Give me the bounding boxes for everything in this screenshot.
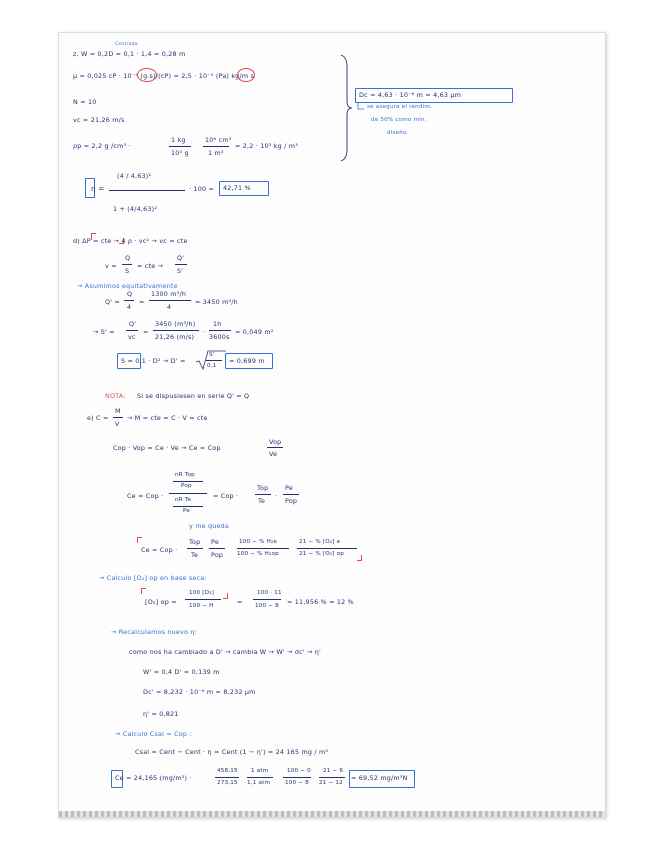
line-density-a: ρp = 2,2 g /cm³ · — [73, 142, 131, 150]
part-e-copvop: Cop · Vop = Ce · Ve → Ce = Cop — [113, 444, 221, 452]
dc-note-3: diseño. — [387, 130, 409, 136]
part-e-f1n: Top — [189, 538, 201, 546]
part-e-f4n: 21 − % [O₂] e — [299, 539, 341, 545]
part-e-f3n: 100 − % H₂e — [239, 539, 278, 545]
part-e-o2-res: = 11,956 % ≈ 12 % — [287, 598, 354, 606]
final-ce: Ce = 24,165 (mg/m³) · — [115, 774, 192, 782]
part-e-v: V — [115, 420, 120, 428]
annotation-centrada: Centrada — [115, 42, 138, 47]
circle-pa — [237, 68, 255, 82]
part-e-remains: y me queda — [189, 522, 230, 530]
part-d-sprime-dot: · — [203, 328, 206, 336]
part-d-sprime-n: Q' — [129, 320, 137, 328]
part-e-f1d: Te — [191, 551, 199, 559]
part-e-ve: Ve — [269, 450, 278, 458]
part-d-qprime-d: 4 — [127, 303, 132, 311]
line-viscosity: μ = 0,025 cP · 10⁻⁴ (g.s)/(cP) = 2,5 · 10⁻⁵ (Pa) kg/m s — [73, 72, 255, 80]
part-e-csal: → Calculo Csal = Cop : — [115, 730, 192, 738]
part-e-top: Top — [257, 484, 269, 492]
dc-note-2: de 50% como mín. — [371, 117, 427, 123]
part-d-diameter: S = 0,1 · D² → D' = — [121, 357, 186, 365]
part-e-pe2: Pe — [285, 484, 293, 492]
part-e-pe: Pe — [183, 508, 191, 514]
part-d-qprime-d2: 4 — [167, 303, 172, 311]
part-e-dot: · — [275, 492, 278, 500]
dc-result: Dc = 4,63 · 10⁻⁶ m = 4,63 μm — [359, 91, 462, 99]
document-page — [58, 32, 606, 818]
part-e-o2-eq: = — [237, 598, 243, 606]
part-d-qprime: Q' = — [105, 298, 120, 306]
eta-denominator: 1 + (4/4,63)² — [113, 205, 158, 213]
part-e-eqcop: = Cop · — [213, 492, 239, 500]
part-d-sprime-d: vc — [128, 333, 136, 341]
line-density-den2: 1 m³ — [208, 149, 224, 157]
part-e-te: Te — [258, 497, 266, 505]
part-e-o2-d2: 100 − 8 — [255, 603, 279, 609]
final-f3d: 100 − 8 — [285, 780, 309, 786]
final-result: = 69,52 mg/m³N — [351, 774, 408, 782]
part-e-o2op: [O₂] op = — [145, 598, 177, 606]
part-d-line1: d) ΔP = cte → 4 ρ · vc² → vc = cte — [73, 237, 188, 245]
part-e-f4d: 21 − % [O₂] op — [299, 551, 345, 557]
part-d-sprime-d2: 21,26 (m/s) — [155, 333, 195, 341]
part-e-mcte: → M = cte = C · V = cte — [127, 414, 208, 422]
final-f1n: 458,15 — [217, 768, 238, 774]
dc-note-1: se asegura el rendim. — [367, 104, 432, 110]
part-e-f3d: 100 − % H₂op — [237, 551, 279, 557]
line-density-num1: 1 kg — [171, 136, 186, 144]
final-f4n: 21 − 6 — [323, 768, 344, 774]
note-text: Si se dispusiesen en serie Q' = Q — [137, 392, 250, 400]
part-e-nrtop: nR Top — [175, 472, 195, 478]
part-d-sprime-d3: 3600s — [209, 333, 230, 341]
part-e-vop: Vop — [269, 438, 282, 446]
line-width: z, W = 0,2D = 0,1 · 1,4 = 0,28 m — [73, 50, 186, 58]
bracket-o2-end — [223, 593, 228, 599]
line-density-num2: 10⁶ cm³ — [205, 136, 232, 144]
part-e-m: M — [115, 407, 121, 415]
part-e-o2-n: 100 [O₂] — [189, 590, 215, 596]
arrow-hook — [356, 103, 366, 113]
part-e-csal-eq: Csal = Cent − Cent · η = Cent (1 − η') = 24 165 mg / m³ — [135, 748, 329, 756]
curly-brace — [339, 53, 353, 163]
part-e-pop: Pop — [181, 483, 192, 489]
part-d-sprime-res: = 0,049 m² — [235, 328, 274, 336]
part-e-wprime: W' = 0,4 D' = 0,139 m — [143, 668, 220, 676]
part-d-sprime-eq: = — [143, 328, 149, 336]
final-f2n: 1 atm — [251, 768, 269, 774]
part-e-ce: Ce = Cop · — [127, 492, 164, 500]
part-d-d-result: = 0,699 m — [229, 357, 265, 365]
line-density-result: = 2,2 · 10³ kg / m³ — [235, 142, 298, 150]
final-f3n: 100 − 0 — [287, 768, 311, 774]
part-d-root-n: S' — [209, 352, 215, 358]
part-d-sprime: → S' = — [93, 328, 115, 336]
part-d-assume: → Asumimos equitativamente — [77, 282, 178, 290]
part-d-s: S — [125, 267, 130, 275]
part-e-recalc: → Recalculamos nuevo η: — [111, 628, 197, 636]
bracket-o2 — [141, 588, 146, 594]
part-e-f2n: Pe — [211, 538, 219, 546]
part-e-o2-calc: → Calculo [O₂] op en base seca: — [99, 574, 207, 582]
part-e-dcprime: Dc' = 8,232 · 10⁻⁶ m = 8,232 μm — [143, 688, 256, 696]
eta-result: 42,71 % — [223, 184, 251, 192]
final-f4d: 21 − 12 — [319, 780, 343, 786]
note-label: NOTA: — [105, 392, 126, 400]
part-e-o2-n2: 100 · 11 — [257, 590, 282, 596]
line-density-den1: 10³ g — [171, 149, 189, 157]
eta-label: η = — [91, 184, 105, 193]
part-e-changed: como nos ha cambiado a D' → cambia W → W' → dc' → η' — [129, 648, 321, 656]
part-d-qprime-n2: 1300 m³/h — [151, 290, 187, 298]
line-n: N = 10 — [73, 98, 97, 106]
line-vc: vc = 21,26 m/s — [73, 116, 125, 124]
part-d-q: Q — [125, 254, 131, 262]
part-e-c: e) C = — [87, 414, 109, 422]
part-e-pop2: Pop — [285, 497, 298, 505]
eta-numerator: (4 / 4,63)² — [117, 172, 152, 180]
bracket-ce — [137, 537, 142, 543]
part-d-q2: Q' — [177, 254, 185, 262]
part-e-o2-d: 100 − H — [189, 603, 214, 609]
eta-times: · 100 = — [189, 185, 215, 193]
part-d-qprime-n: Q — [127, 290, 133, 298]
circle-cp — [137, 68, 157, 82]
part-d-s2: S' — [177, 267, 184, 275]
part-e-f2d: Pop — [211, 551, 224, 559]
part-d-v: v = — [105, 262, 117, 270]
part-e-ce2: Ce = Cop · — [141, 546, 178, 554]
page-bottom-edge — [59, 811, 605, 817]
part-d-sprime-n3: 1h — [213, 320, 222, 328]
final-f2d: 1,1 atm — [247, 780, 271, 786]
part-e-nrte: nR Te — [175, 497, 192, 503]
part-d-qprime-eq: = — [139, 298, 145, 306]
part-d-root-d: 0,1 — [207, 363, 217, 369]
final-f1d: 273,15 — [217, 780, 238, 786]
part-d-qprime-res: = 3450 m³/h — [195, 298, 238, 306]
part-d-cte: = cte → — [137, 262, 164, 270]
bracket-ce-end — [357, 555, 362, 561]
part-d-sprime-n2: 3450 (m³/h) — [155, 320, 196, 328]
part-e-etaprime: η' = 0,821 — [143, 710, 179, 718]
